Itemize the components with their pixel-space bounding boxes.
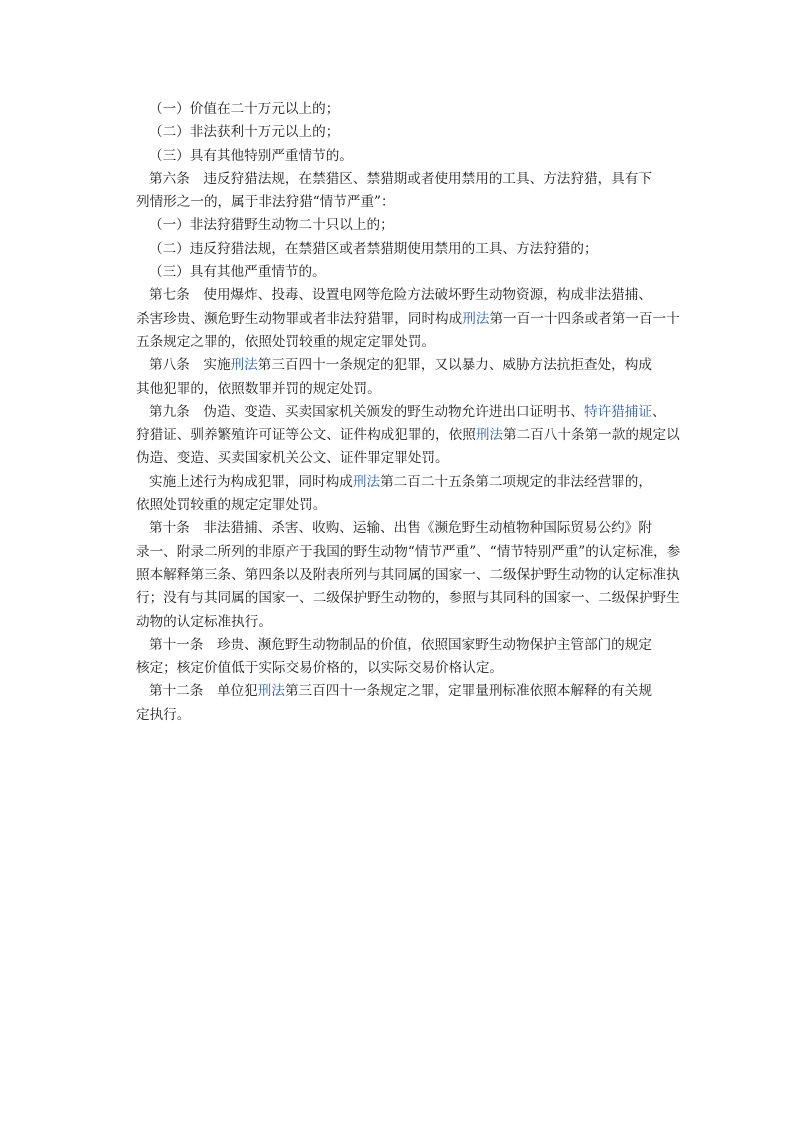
text-segment: 列情形之一的，属于非法狩猎“情节严重”： <box>136 194 395 211</box>
text-segment: 第二百二十五条第二项规定的非法经营罪的， <box>380 473 652 490</box>
text-segment: 实施上述行为构成犯罪，同时构成 <box>149 473 353 490</box>
law-link[interactable]: 特许猎捕证 <box>584 403 652 420</box>
paragraph-continuation-line <box>136 564 680 587</box>
law-link[interactable]: 刑法 <box>462 310 490 327</box>
law-link[interactable]: 刑法 <box>230 357 258 374</box>
text-segment: 杀害珍贵、濒危野生动物罪或者非法狩猎罪，同时构成 <box>136 310 463 327</box>
text-segment: （三）具有其他特别严重情节的。 <box>149 147 353 164</box>
text-segment: 五条规定之罪的，依照处罚较重的规定定罪处罚。 <box>136 333 436 350</box>
document-body <box>136 98 681 727</box>
list-item <box>136 121 676 144</box>
paragraph-continuation-line <box>136 587 680 610</box>
article-paragraph-line <box>136 284 676 307</box>
text-segment: 动物的认定标准执行。 <box>136 613 272 630</box>
text-segment: 依照处罚较重的规定定罪处罚。 <box>136 497 327 514</box>
text-segment: 照本解释第三条、第四条以及附表所列与其同属的国家一、二级保护野生动物的认定标准执 <box>136 566 680 583</box>
paragraph-continuation-line <box>136 331 676 354</box>
text-segment: 核定；核定价值低于实际交易价格的，以实际交易价格认定。 <box>136 660 504 677</box>
text-segment: 第一百一十四条或者第一百一十 <box>489 310 680 327</box>
text-segment: 其他犯罪的，依照数罪并罚的规定处罚。 <box>136 380 381 397</box>
list-item <box>136 261 676 284</box>
text-segment: （一）非法狩猎野生动物二十只以上的； <box>149 217 394 234</box>
text-segment: （一）价值在二十万元以上的； <box>149 101 340 117</box>
text-segment: 第七条 使用爆炸、投毒、设置电网等危险方法破坏野生动物资源，构成非法猎捕、 <box>149 287 652 304</box>
paragraph-continuation-line <box>136 611 676 634</box>
text-segment: 伪造、变造、买卖国家机关公文、证件罪定罪处罚。 <box>136 450 449 467</box>
article-paragraph-line <box>136 680 676 703</box>
text-segment: 第三百四十一条规定之罪，定罪量刑标准依照本解释的有关规 <box>284 683 652 700</box>
law-link[interactable]: 刑法 <box>352 473 381 490</box>
list-item <box>136 238 676 261</box>
text-segment: （二）非法获利十万元以上的； <box>149 124 340 141</box>
article-paragraph-line <box>136 168 676 191</box>
paragraph-continuation-line <box>136 424 680 447</box>
text-segment: 定执行。 <box>136 706 191 723</box>
text-segment: 第三百四十一条规定的犯罪，又以暴力、威胁方法抗拒查处，构成 <box>257 357 652 374</box>
text-segment: 第二百八十条第一款的规定以 <box>503 427 680 444</box>
text-segment: 录一、附录二所列的非原产于我国的野生动物“情节严重”、“情节特别严重”的认定标准，参 <box>136 543 681 560</box>
paragraph-continuation-line <box>136 657 676 680</box>
article-paragraph-line <box>136 517 676 540</box>
law-link[interactable]: 刑法 <box>257 683 285 700</box>
text-segment: （三）具有其他严重情节的。 <box>149 264 326 281</box>
article-paragraph-line <box>136 471 676 494</box>
text-segment: 第九条 伪造、变造、买卖国家机关颁发的野生动物允许进出口证明书、 <box>149 403 584 420</box>
text-segment: 、 <box>651 403 666 420</box>
text-segment: 行；没有与其同属的国家一、二级保护野生动物的，参照与其同科的国家一、二级保护野生 <box>136 590 680 607</box>
text-segment: 第八条 实施 <box>149 357 231 374</box>
text-segment: 第十条 非法猎捕、杀害、收购、运输、出售《濒危野生动植物种国际贸易公约》附 <box>149 520 652 537</box>
paragraph-continuation-line <box>136 191 676 214</box>
text-segment: 第十一条 珍贵、濒危野生动物制品的价值，依照国家野生动物保护主管部门的规定 <box>149 636 652 653</box>
list-item <box>136 145 676 168</box>
paragraph-continuation-line <box>136 541 681 564</box>
paragraph-continuation-line <box>136 494 676 517</box>
paragraph-continuation-line <box>136 308 680 331</box>
paragraph-continuation-line <box>136 378 676 401</box>
text-segment: 第十二条 单位犯 <box>149 683 258 700</box>
list-item <box>136 98 676 121</box>
article-paragraph-line <box>136 634 676 657</box>
paragraph-continuation-line <box>136 447 676 470</box>
article-paragraph-line <box>136 354 676 377</box>
text-segment: 狩猎证、驯养繁殖许可证等公文、证件构成犯罪的，依照 <box>136 427 476 444</box>
list-item <box>136 214 676 237</box>
text-segment: （二）违反狩猎法规，在禁猎区或者禁猎期使用禁用的工具、方法狩猎的； <box>149 240 598 257</box>
article-paragraph-line <box>136 401 676 424</box>
law-link[interactable]: 刑法 <box>475 427 504 444</box>
paragraph-continuation-line <box>136 704 676 727</box>
text-segment: 第六条 违反狩猎法规，在禁猎区、禁猎期或者使用禁用的工具、方法狩猎，具有下 <box>149 170 652 187</box>
